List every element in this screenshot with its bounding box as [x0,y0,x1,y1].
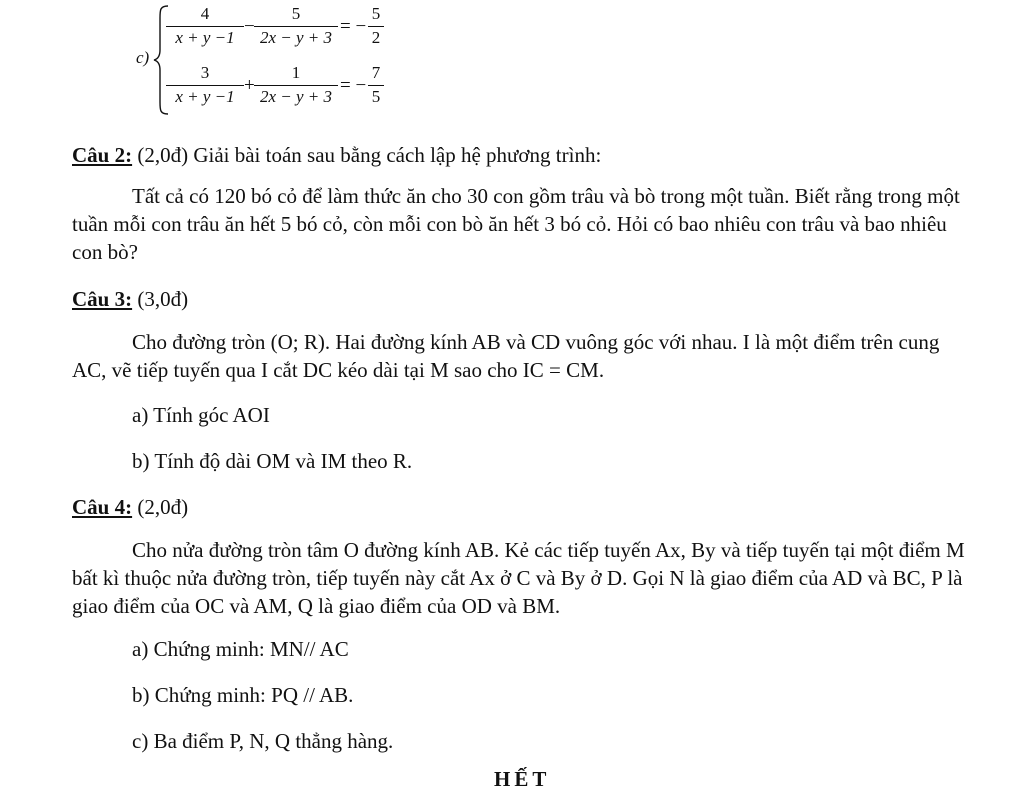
question-3-points: (3,0đ) [132,287,189,311]
question-3-part-b: b) Tính độ dài OM và IM theo R. [132,449,413,473]
eq2-result: 7 5 [368,63,384,107]
eq1-result: 5 2 [368,4,384,48]
question-3-title: Câu 3: [72,287,133,311]
question-3-part-a: a) Tính góc AOI [132,403,270,427]
question-4-part-a: a) Chứng minh: MN// AC [132,637,349,661]
eq1-equals: = − [340,16,367,37]
eq1-fraction-1: 4 x + y −1 [166,4,244,48]
eq2-equals: = − [340,75,367,96]
question-2-points: (2,0đ) Giải bài toán sau bằng cách lập hệ phương trình: [132,143,602,167]
question-2-body: Tất cả có 120 bó cỏ để làm thức ăn cho 30 con gồm trâu và bò trong một tuần. Biết rằng trong một tuần mỗi con trâu ăn hết 5 bó cỏ, còn mỗi con bò ăn hết 3 bó cỏ. Hỏi có bao nhiêu con trâu và bao nhiêu con bò? [72,184,960,264]
eq2-fraction-1: 3 x + y −1 [166,63,244,107]
system-label: c) [136,48,150,67]
eq1-fraction-2: 5 2x − y + 3 [254,4,338,48]
question-4-part-b: b) Chứng minh: PQ // AB. [132,683,354,707]
end-mark: HẾT [494,767,551,791]
question-3-heading [72,286,188,312]
question-2-title: Câu 2: [72,143,133,167]
eq2-fraction-2: 1 2x − y + 3 [254,63,338,107]
question-4-points: (2,0đ) [132,495,189,519]
eq2-operator: + [244,75,255,96]
question-4-title: Câu 4: [72,495,133,519]
eq1-operator: − [244,16,255,37]
question-4-body: Cho nửa đường tròn tâm O đường kính AB. Kẻ các tiếp tuyến Ax, By và tiếp tuyến tại một điểm M bất kì thuộc nửa đường tròn, tiếp tuyến này cắt Ax ở C và By ở D. Gọi N là giao điểm của AD và BC, P là giao điểm của OC và AM, Q là giao điểm của OD và BM. [72,538,965,618]
question-3-body: Cho đường tròn (O; R). Hai đường kính AB và CD vuông góc với nhau. I là một điểm trên cung AC, vẽ tiếp tuyến qua I cắt DC kéo dài tại M sao cho IC = CM. [72,330,940,382]
question-2-heading [72,142,601,168]
question-4-part-c: c) Ba điểm P, N, Q thẳng hàng. [132,729,394,753]
question-4-heading [72,494,188,520]
